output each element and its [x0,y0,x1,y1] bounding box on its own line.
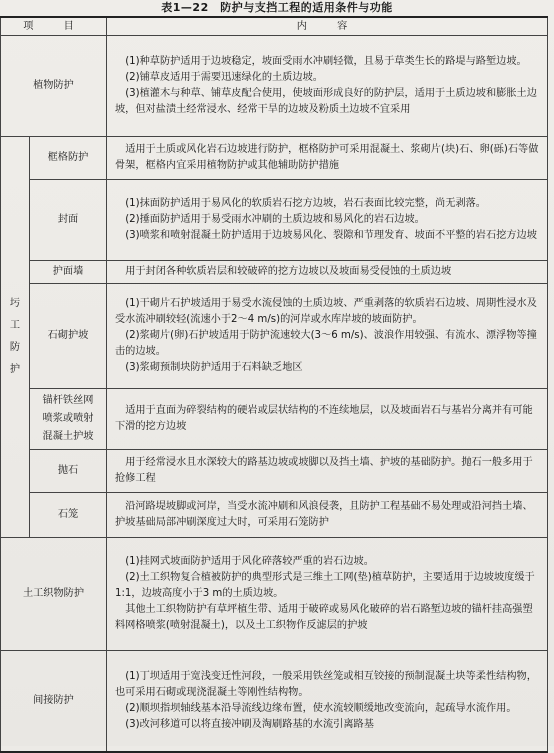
content-line: (1)种草防护适用于边坡稳定，坡面受雨水冲刷轻微，且易于草类生长的路堤与路堑边坡。 [125,56,527,67]
name-line: 混凝土护坡 [42,431,94,442]
content-line: (2)土工织物复合植被防护的典型形式是三维土工网(垫)植草防护，主要适用于边坡坡度缓于1:1，边坡高度小于3 m的土质边坡。 [115,572,535,599]
row-name-anchor [30,389,107,450]
name-line: 喷浆或喷射 [42,413,94,424]
group-char: 工 [9,320,21,331]
table-row [1,389,548,450]
table-caption: 表1—22 防护与支挡工程的适用条件与功能 [161,1,393,14]
row-name-stone: 石砌护坡 [30,284,107,389]
row-content-indirect [107,651,548,753]
content-line: (2)顺坝指坝轴线基本沿导流线边缘布置，使水流较顺缓地改变流向，起疏导水流作用。 [125,703,517,714]
table-row [1,36,548,137]
content-line: 沿河路堤坡脚或河岸，当受水流冲刷和风浪侵袭，且防护工程基础不易处理或沿河挡土墙、护坡基础局部冲刷深度过大时，可采用石笼防护 [115,501,533,528]
name-line: 锚杆铁丝网 [42,395,94,406]
content-line: 其他土工织物防护有草坪植生带、适用于破碎或易风化破碎的岩石路堑边坡的锚杆挂高强塑料网格喷浆(喷射混凝土)，以及土工织物作反滤层的护坡 [115,604,533,631]
content-line: (2)铺草皮适用于需要迅速绿化的土质边坡。 [125,72,323,83]
table-row [1,180,548,261]
table-row [1,651,548,753]
row-name-indirect: 间接防护 [1,651,107,753]
table-row [1,284,548,389]
row-content-stone [107,284,548,389]
content-line: (1)丁坝适用于宽浅变迁性河段，一般采用铁丝笼或相互铰接的预制混凝土块等柔性结构物，也可采用石砌或现浇混凝土等刚性结构物。 [115,671,537,698]
row-name-frame: 框格防护 [30,137,107,180]
row-content-wall [107,261,548,284]
row-name-riprap: 抛石 [30,450,107,493]
row-content-frame [107,137,548,180]
table-row [1,261,548,284]
content-line: (3)植灌木与种草、铺草皮配合使用，使坡面形成良好的防护层，适用于土质边坡和膨胀土边坡，但对盐渍土经常浸水、经常干旱的边坡及粉质土边坡不宜采用 [115,88,537,115]
row-content-geo [107,538,548,651]
row-name-geo: 土工织物防护 [1,538,107,651]
row-content-plant [107,36,548,137]
protection-table [0,16,548,753]
content-line: (3)改河移道可以将直接冲刷及淘刷路基的水流引离路基 [125,719,374,730]
content-line: 用于经常浸水且水深较大的路基边坡或坡脚以及挡土墙、护坡的基础防护。抛石一般多用于抢修工程 [115,457,533,484]
content-line: (2)捶面防护适用于易受雨水冲刷的土质边坡和易风化的岩石边坡。 [125,214,425,225]
table-header-row [1,17,548,36]
header-item: 项 目 [1,17,107,36]
content-line: (1)挂网式坡面防护适用于风化碎落较严重的岩石边坡。 [125,556,374,567]
row-name-gabion: 石笼 [30,493,107,538]
group-char: 护 [9,364,21,375]
group-char: 防 [9,342,21,353]
header-content: 内 容 [107,17,548,36]
row-name-plant: 植物防护 [1,36,107,137]
content-line: (3)喷浆和喷射混凝土防护适用于边坡易风化、裂隙和节理发育、坡面不平整的岩石挖方边坡 [125,230,537,241]
row-content-gabion [107,493,548,538]
row-content-anchor [107,389,548,450]
row-content-seal [107,180,548,261]
content-line: (3)浆砌预制块防护适用于石料缺乏地区 [125,362,303,373]
content-line: 适用于直面为碎裂结构的硬岩或层状结构的不连续地层，以及坡面岩石与基岩分离并有可能下滑的挖方边坡 [115,405,533,432]
table-row [1,450,548,493]
table-row [1,493,548,538]
table-row [1,538,548,651]
content-line: (2)浆砌片(卵)石护坡适用于防护流速较大(3～6 m/s)、波浪作用较强、有流水、漂浮物等撞击的边坡。 [115,330,537,357]
content-line: 用于封闭各种软质岩层和较破碎的挖方边坡以及坡面易受侵蚀的土质边坡 [125,266,452,277]
row-name-seal: 封面 [30,180,107,261]
table-row [1,137,548,180]
row-name-wall: 护面墙 [30,261,107,284]
group-char: 圬 [9,298,21,309]
content-line: 适用于土质或风化岩石边坡进行防护，框格防护可采用混凝土、浆砌片(块)石、卵(砾)石等做骨架，框格内宜采用植物防护或其他辅助防护措施 [115,144,539,171]
content-line: (1)抹面防护适用于易风化的软质岩石挖方边坡，岩石表面比较完整，尚无剥落。 [125,198,486,209]
row-content-riprap [107,450,548,493]
content-line: (1)干砌片石护坡适用于易受水流侵蚀的土质边坡、严重剥落的软质岩石边坡、周期性浸水及受水流冲刷较轻(流速小于2～4 m/s)的河岸或水库岸坡的坡面防护。 [115,298,537,325]
group-label-masonry [1,137,30,538]
